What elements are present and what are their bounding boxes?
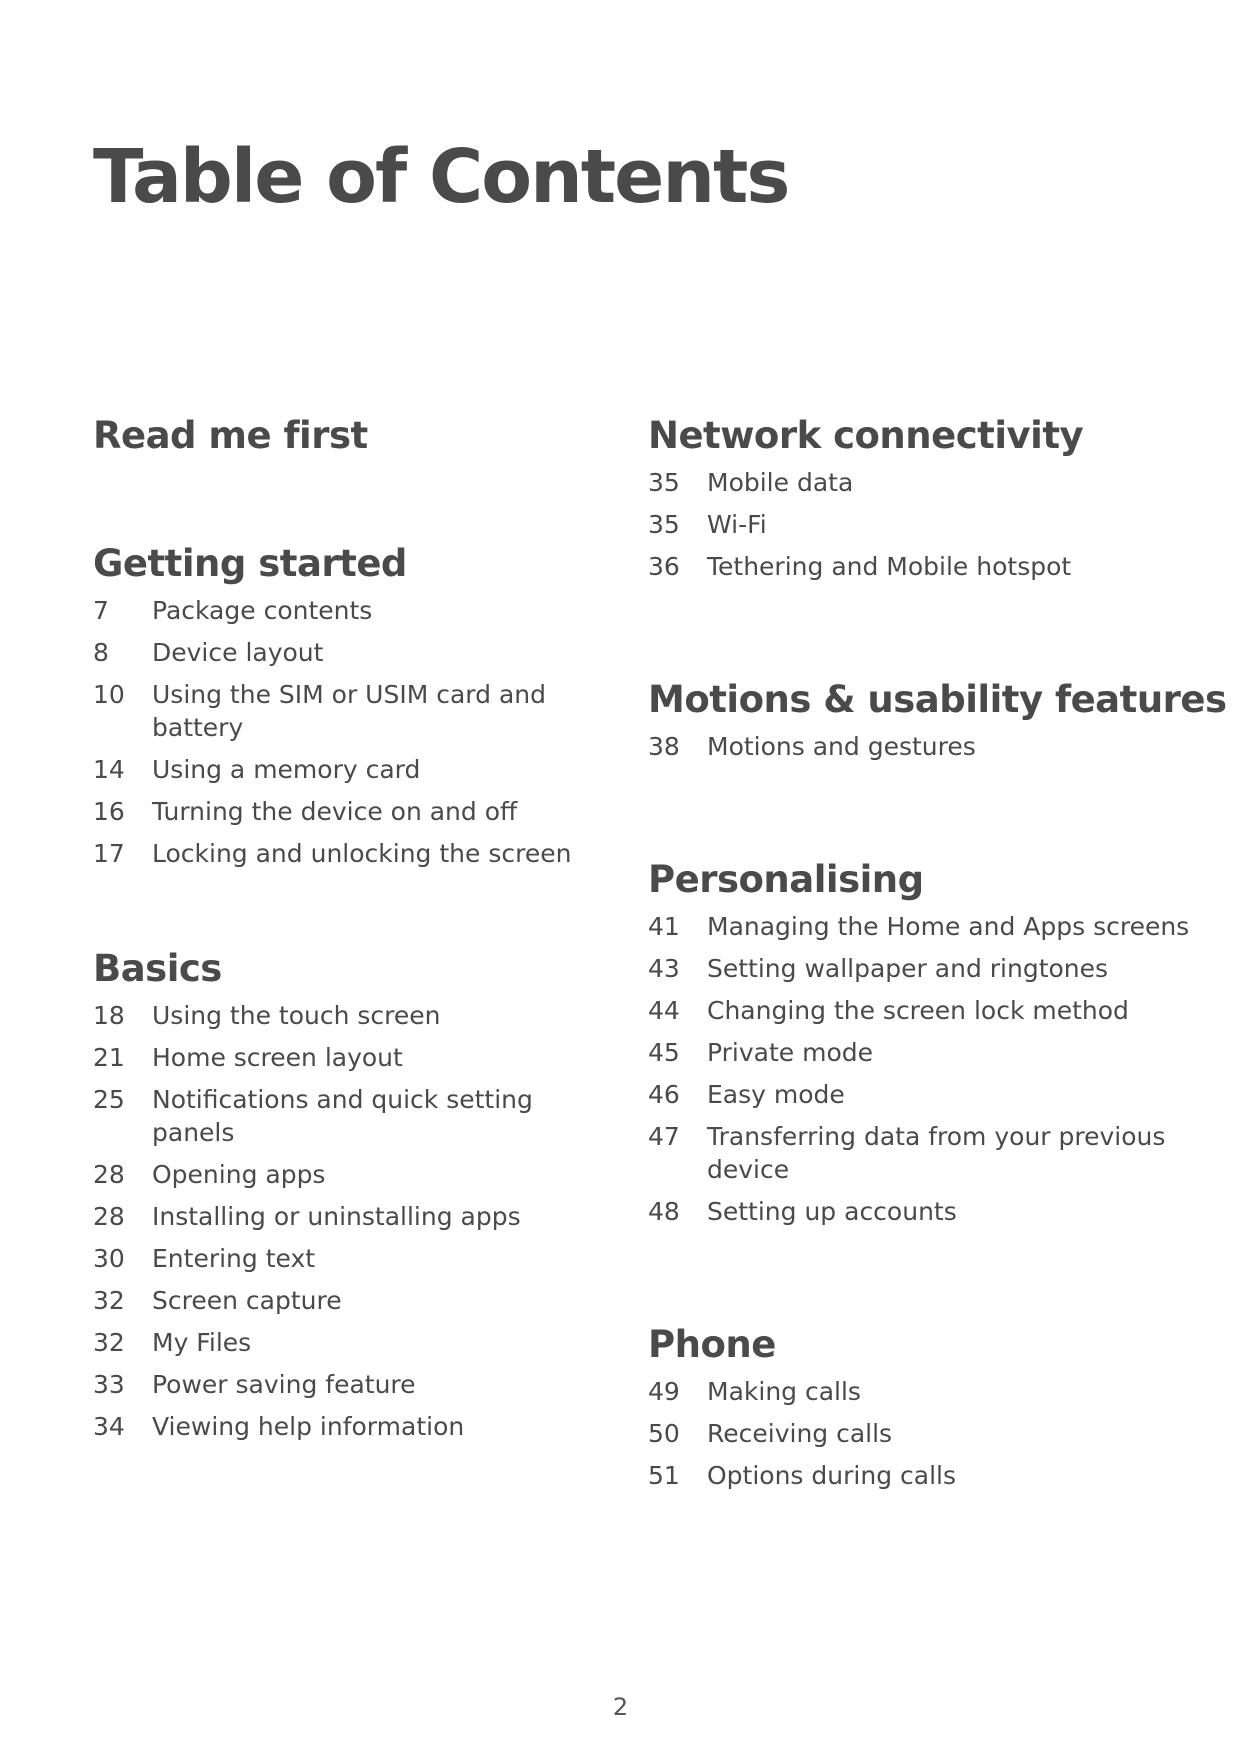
- toc-entry[interactable]: [93, 1242, 613, 1275]
- toc-entry-page: 33: [93, 1370, 125, 1399]
- section-heading[interactable]: Read me first: [93, 414, 368, 457]
- section-heading[interactable]: Getting started: [93, 542, 407, 585]
- toc-entry[interactable]: [93, 1368, 613, 1401]
- toc-entry[interactable]: [93, 1284, 613, 1317]
- toc-entry-title: Viewing help information: [152, 1412, 465, 1441]
- toc-entry[interactable]: [648, 730, 1208, 763]
- toc-entry[interactable]: [648, 1078, 1208, 1111]
- toc-entry-page: 10: [93, 680, 125, 709]
- toc-entry[interactable]: [93, 795, 613, 828]
- toc-entry-page: 32: [93, 1286, 125, 1315]
- toc-section-motions-usability: [648, 670, 1227, 763]
- toc-entry-page: 45: [648, 1038, 680, 1067]
- toc-entry-page: 36: [648, 552, 680, 581]
- toc-entry-list: [93, 999, 613, 1443]
- toc-entry-title: Tethering and Mobile hotspot: [707, 552, 1072, 581]
- toc-entry[interactable]: [648, 1036, 1208, 1069]
- toc-left-column: [93, 406, 613, 1452]
- section-heading[interactable]: Phone: [648, 1323, 776, 1366]
- toc-entry-page: 21: [93, 1043, 125, 1072]
- toc-entry-list: [93, 594, 613, 870]
- toc-entry[interactable]: [648, 994, 1208, 1027]
- toc-entry[interactable]: [93, 636, 613, 669]
- page-title: Table of Contents: [93, 134, 789, 220]
- toc-section-phone: [648, 1315, 1208, 1492]
- toc-entry-page: 14: [93, 755, 125, 784]
- toc-entry-title: Setting wallpaper and ringtones: [707, 954, 1109, 983]
- toc-entry-title: Using a memory card: [152, 755, 421, 784]
- section-heading[interactable]: Motions & usability features: [648, 678, 1227, 721]
- toc-entry[interactable]: [93, 999, 613, 1032]
- toc-entry-page: 16: [93, 797, 125, 826]
- toc-section-getting-started: [93, 534, 613, 870]
- toc-entry-title: Package contents: [152, 596, 373, 625]
- toc-entry-page: 43: [648, 954, 680, 983]
- toc-entry-page: 25: [93, 1085, 125, 1114]
- toc-entry-title: Private mode: [707, 1038, 874, 1067]
- toc-entry[interactable]: [93, 1158, 613, 1191]
- toc-entry[interactable]: [648, 1375, 1208, 1408]
- toc-entry[interactable]: [93, 1083, 613, 1149]
- toc-entry-page: 46: [648, 1080, 680, 1109]
- toc-entry[interactable]: [648, 1417, 1208, 1450]
- toc-entry-title: Locking and unlocking the screen: [152, 839, 572, 868]
- toc-entry[interactable]: [93, 678, 613, 744]
- toc-entry[interactable]: [648, 466, 1208, 499]
- toc-entry-page: 49: [648, 1377, 680, 1406]
- toc-entry-title: Device layout: [152, 638, 324, 667]
- section-heading[interactable]: Network connectivity: [648, 414, 1084, 457]
- toc-section-personalising: [648, 850, 1208, 1228]
- toc-entry-page: 51: [648, 1461, 680, 1490]
- toc-entry-page: 38: [648, 732, 680, 761]
- toc-entry-title: Motions and gestures: [707, 732, 976, 761]
- toc-entry-title: Installing or uninstalling apps: [152, 1202, 521, 1231]
- toc-entry-list: [648, 466, 1208, 583]
- toc-entry-page: 30: [93, 1244, 125, 1273]
- toc-entry-page: 34: [93, 1412, 125, 1441]
- toc-entry-page: 32: [93, 1328, 125, 1357]
- section-heading[interactable]: Basics: [93, 947, 222, 990]
- toc-entry-title: Mobile data: [707, 468, 854, 497]
- toc-entry[interactable]: [648, 1120, 1208, 1186]
- toc-entry-page: 41: [648, 912, 680, 941]
- toc-entry-page: 28: [93, 1160, 125, 1189]
- toc-section-network-connectivity: [648, 406, 1208, 583]
- toc-entry-title: My Files: [152, 1328, 252, 1357]
- toc-entry[interactable]: [93, 1410, 613, 1443]
- toc-entry-title: Transferring data from your previous device: [707, 1122, 1166, 1184]
- toc-entry-title: Screen capture: [152, 1286, 342, 1315]
- toc-entry-title: Receiving calls: [707, 1419, 893, 1448]
- toc-entry[interactable]: [648, 952, 1208, 985]
- toc-entry-title: Changing the screen lock method: [707, 996, 1129, 1025]
- toc-entry[interactable]: [648, 1195, 1208, 1228]
- toc-entry-page: 18: [93, 1001, 125, 1030]
- toc-entry-page: 50: [648, 1419, 680, 1448]
- toc-entry[interactable]: [93, 1041, 613, 1074]
- toc-entry-title: Making calls: [707, 1377, 861, 1406]
- toc-entry[interactable]: [648, 550, 1208, 583]
- toc-entry-page: 44: [648, 996, 680, 1025]
- toc-entry-list: [648, 1375, 1208, 1492]
- toc-entry-title: Power saving feature: [152, 1370, 416, 1399]
- toc-entry-list: [648, 910, 1208, 1228]
- toc-entry[interactable]: [648, 1459, 1208, 1492]
- toc-entry-title: Notifications and quick setting panels: [152, 1085, 533, 1147]
- toc-entry-page: 47: [648, 1122, 680, 1151]
- toc-entry[interactable]: [648, 508, 1208, 541]
- toc-entry-page: 8: [93, 638, 109, 667]
- toc-entry-title: Home screen layout: [152, 1043, 403, 1072]
- toc-entry-title: Wi-Fi: [707, 510, 767, 539]
- toc-entry-title: Options during calls: [707, 1461, 956, 1490]
- toc-entry-list: [648, 730, 1208, 763]
- toc-entry-page: 35: [648, 510, 680, 539]
- toc-entry-page: 48: [648, 1197, 680, 1226]
- toc-entry-page: 35: [648, 468, 680, 497]
- toc-entry-title: Using the touch screen: [152, 1001, 441, 1030]
- toc-entry-title: Easy mode: [707, 1080, 845, 1109]
- toc-entry[interactable]: [93, 837, 613, 870]
- toc-entry-page: 17: [93, 839, 125, 868]
- toc-entry-title: Opening apps: [152, 1160, 326, 1189]
- toc-entry-title: Turning the device on and off: [152, 797, 518, 826]
- toc-right-column: [648, 406, 1227, 1501]
- toc-section-read-me-first: [93, 406, 613, 466]
- section-heading[interactable]: Personalising: [648, 858, 924, 901]
- toc-entry-title: Setting up accounts: [707, 1197, 957, 1226]
- page-number: 2: [612, 1693, 629, 1721]
- toc-entry-page: 28: [93, 1202, 125, 1231]
- toc-entry[interactable]: [93, 594, 613, 627]
- toc-entry[interactable]: [648, 910, 1208, 943]
- toc-section-basics: [93, 939, 613, 1443]
- toc-entry-page: 7: [93, 596, 109, 625]
- toc-entry[interactable]: [93, 1326, 613, 1359]
- toc-entry[interactable]: [93, 1200, 613, 1233]
- toc-entry-title: Using the SIM or USIM card and battery: [152, 680, 546, 742]
- toc-entry[interactable]: [93, 753, 613, 786]
- toc-entry-title: Entering text: [152, 1244, 316, 1273]
- toc-entry-title: Managing the Home and Apps screens: [707, 912, 1190, 941]
